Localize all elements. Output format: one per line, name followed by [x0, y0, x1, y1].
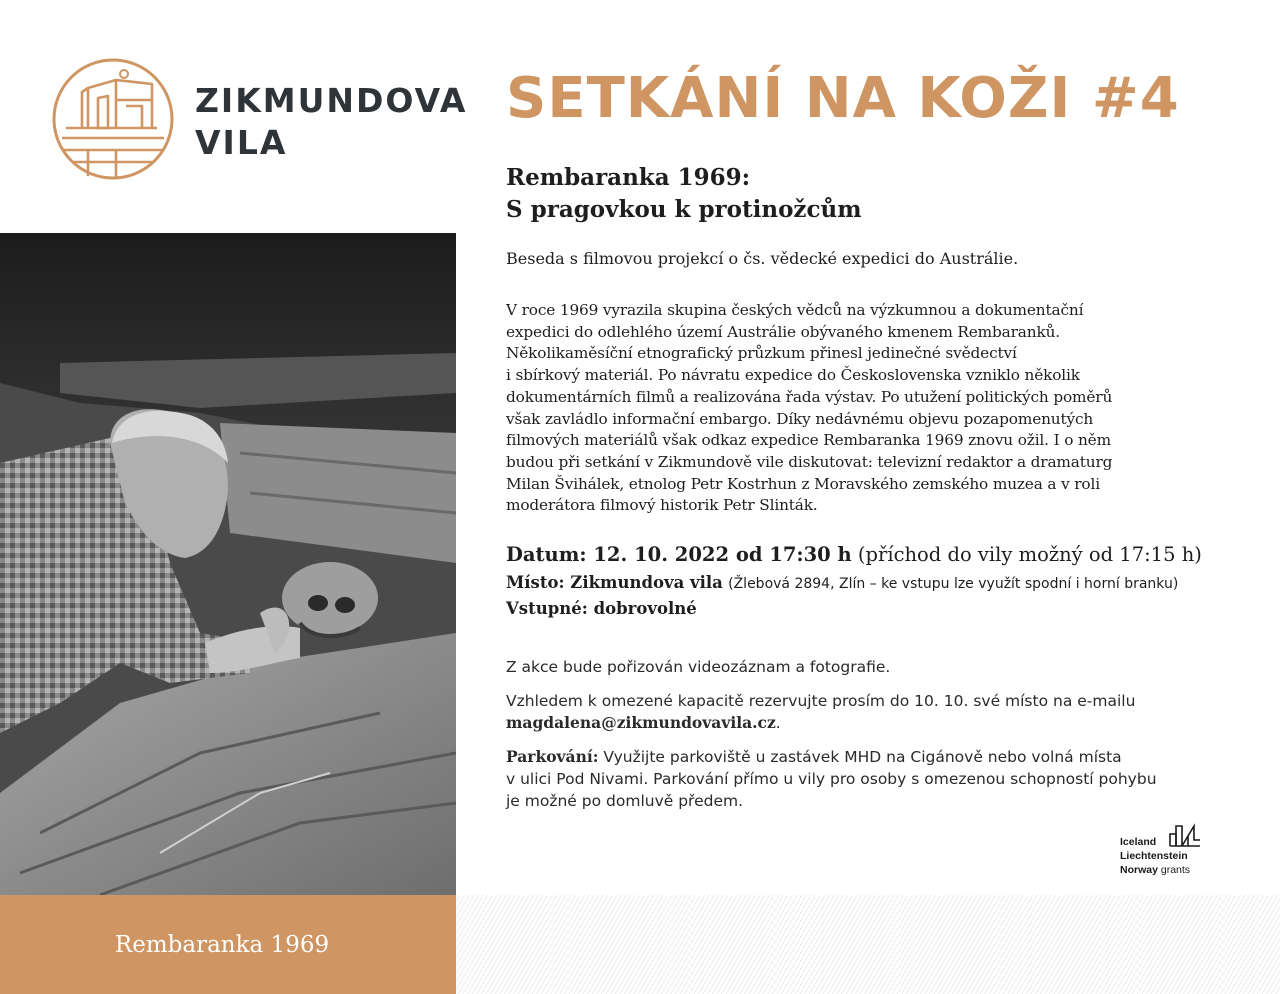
event-place	[506, 573, 1246, 592]
reservation-text: Vzhledem k omezené kapacitě rezervujte prosím do 10. 10. své místo na e-mailu	[506, 692, 1136, 710]
description-line: moderátora filmový historik Petr Slinták.	[506, 496, 818, 515]
place-note: (Žlebová 2894, Zlín – ke vstupu lze využít spodní i horní branku)	[728, 576, 1179, 592]
event-date	[506, 543, 1246, 566]
grants-line-3	[1120, 863, 1190, 877]
reservation-note	[506, 690, 1226, 734]
event-entry	[506, 599, 1246, 618]
description-line: i sbírkový materiál. Po návratu expedice do Československa vzniklo několik	[506, 366, 1080, 385]
recording-text: Z akce bude pořizován videozáznam a fotografie.	[506, 658, 891, 676]
description-line: však zavládlo informační embargo. Díky nedávnému objevu pozapomenutých	[506, 409, 1094, 428]
logo-line-2: VILA	[195, 123, 288, 162]
date-label: Datum: 12. 10. 2022 od 17:30 h	[506, 543, 852, 566]
event-photo	[0, 233, 456, 895]
description-line: budou při setkání v Zikmundově vile diskutovat: televizní redaktor a dramaturg	[506, 452, 1113, 471]
zikmundova-vila-logo	[52, 58, 468, 183]
grants-line-2: Liechtenstein	[1120, 850, 1188, 862]
event-title: SETKÁNÍ NA KOŽI #4	[506, 66, 1180, 131]
photo-caption	[0, 895, 456, 994]
email-suffix: .	[775, 714, 781, 732]
parking-line-2: v ulici Pod Nivami. Parkování přímo u vily pro osoby s omezenou schopností pohybu	[506, 770, 1157, 788]
grants-line-1: Iceland	[1120, 836, 1157, 848]
logo-line-1: ZIKMUNDOVA	[195, 81, 468, 120]
grants-word: grants	[1160, 864, 1191, 876]
event-subtitle	[506, 162, 862, 226]
parking-line-1	[506, 746, 1226, 768]
parking-label: Parkování:	[506, 747, 599, 766]
logo-wordmark	[195, 80, 467, 164]
decorative-stripes	[456, 895, 1280, 994]
photo-caption-text: Rembaranka 1969	[114, 931, 330, 958]
event-lead: Beseda s filmovou projekcí o čs. vědecké expedici do Austrálie.	[506, 249, 1019, 268]
description-line: expedici do odlehlého území Austrálie obývaného kmenem Rembaranků.	[506, 322, 1061, 341]
house-emblem-icon	[52, 58, 177, 183]
description-line: Milan Švihálek, etnolog Petr Kostrhun z Moravského zemského muzea a v roli	[506, 474, 1100, 493]
event-details	[506, 543, 1246, 618]
entry-label: Vstupné: dobrovolné	[506, 599, 697, 618]
description-line: Několikaměsíční etnografický průzkum přinesl jedinečné svědectví	[506, 344, 1017, 363]
event-notes	[506, 656, 1226, 824]
email-link[interactable]: magdalena@zikmundovavila.cz	[506, 713, 776, 732]
subtitle-line-1: Rembaranka 1969:	[506, 164, 751, 191]
description-line: filmových materiálů však odkaz expedice Rembaranka 1969 znovu ožil. I o něm	[506, 431, 1111, 450]
place-label: Místo: Zikmundova vila	[506, 573, 723, 592]
grants-text	[1120, 835, 1190, 877]
subtitle-line-2: S pragovkou k protinožcům	[506, 196, 862, 223]
eea-grants-logo	[1120, 822, 1230, 878]
parking-note	[506, 746, 1226, 812]
description-line: dokumentárních filmů a realizována řada výstav. Po utužení politických poměrů	[506, 387, 1113, 406]
date-note: (příchod do vily možný od 17:15 h)	[857, 543, 1202, 566]
grants-norway: Norway	[1120, 864, 1158, 876]
email-line	[506, 712, 1226, 734]
parking-line-3: je možné po domluvě předem.	[506, 792, 744, 810]
photo-man-with-skull	[0, 233, 456, 895]
parking-text-1: Využijte parkoviště u zastávek MHD na Cigánově nebo volná místa	[603, 748, 1122, 766]
description-line: V roce 1969 vyrazila skupina českých vědců na výzkumnou a dokumentační	[506, 301, 1084, 319]
event-description	[506, 300, 1206, 517]
recording-note	[506, 656, 1226, 678]
